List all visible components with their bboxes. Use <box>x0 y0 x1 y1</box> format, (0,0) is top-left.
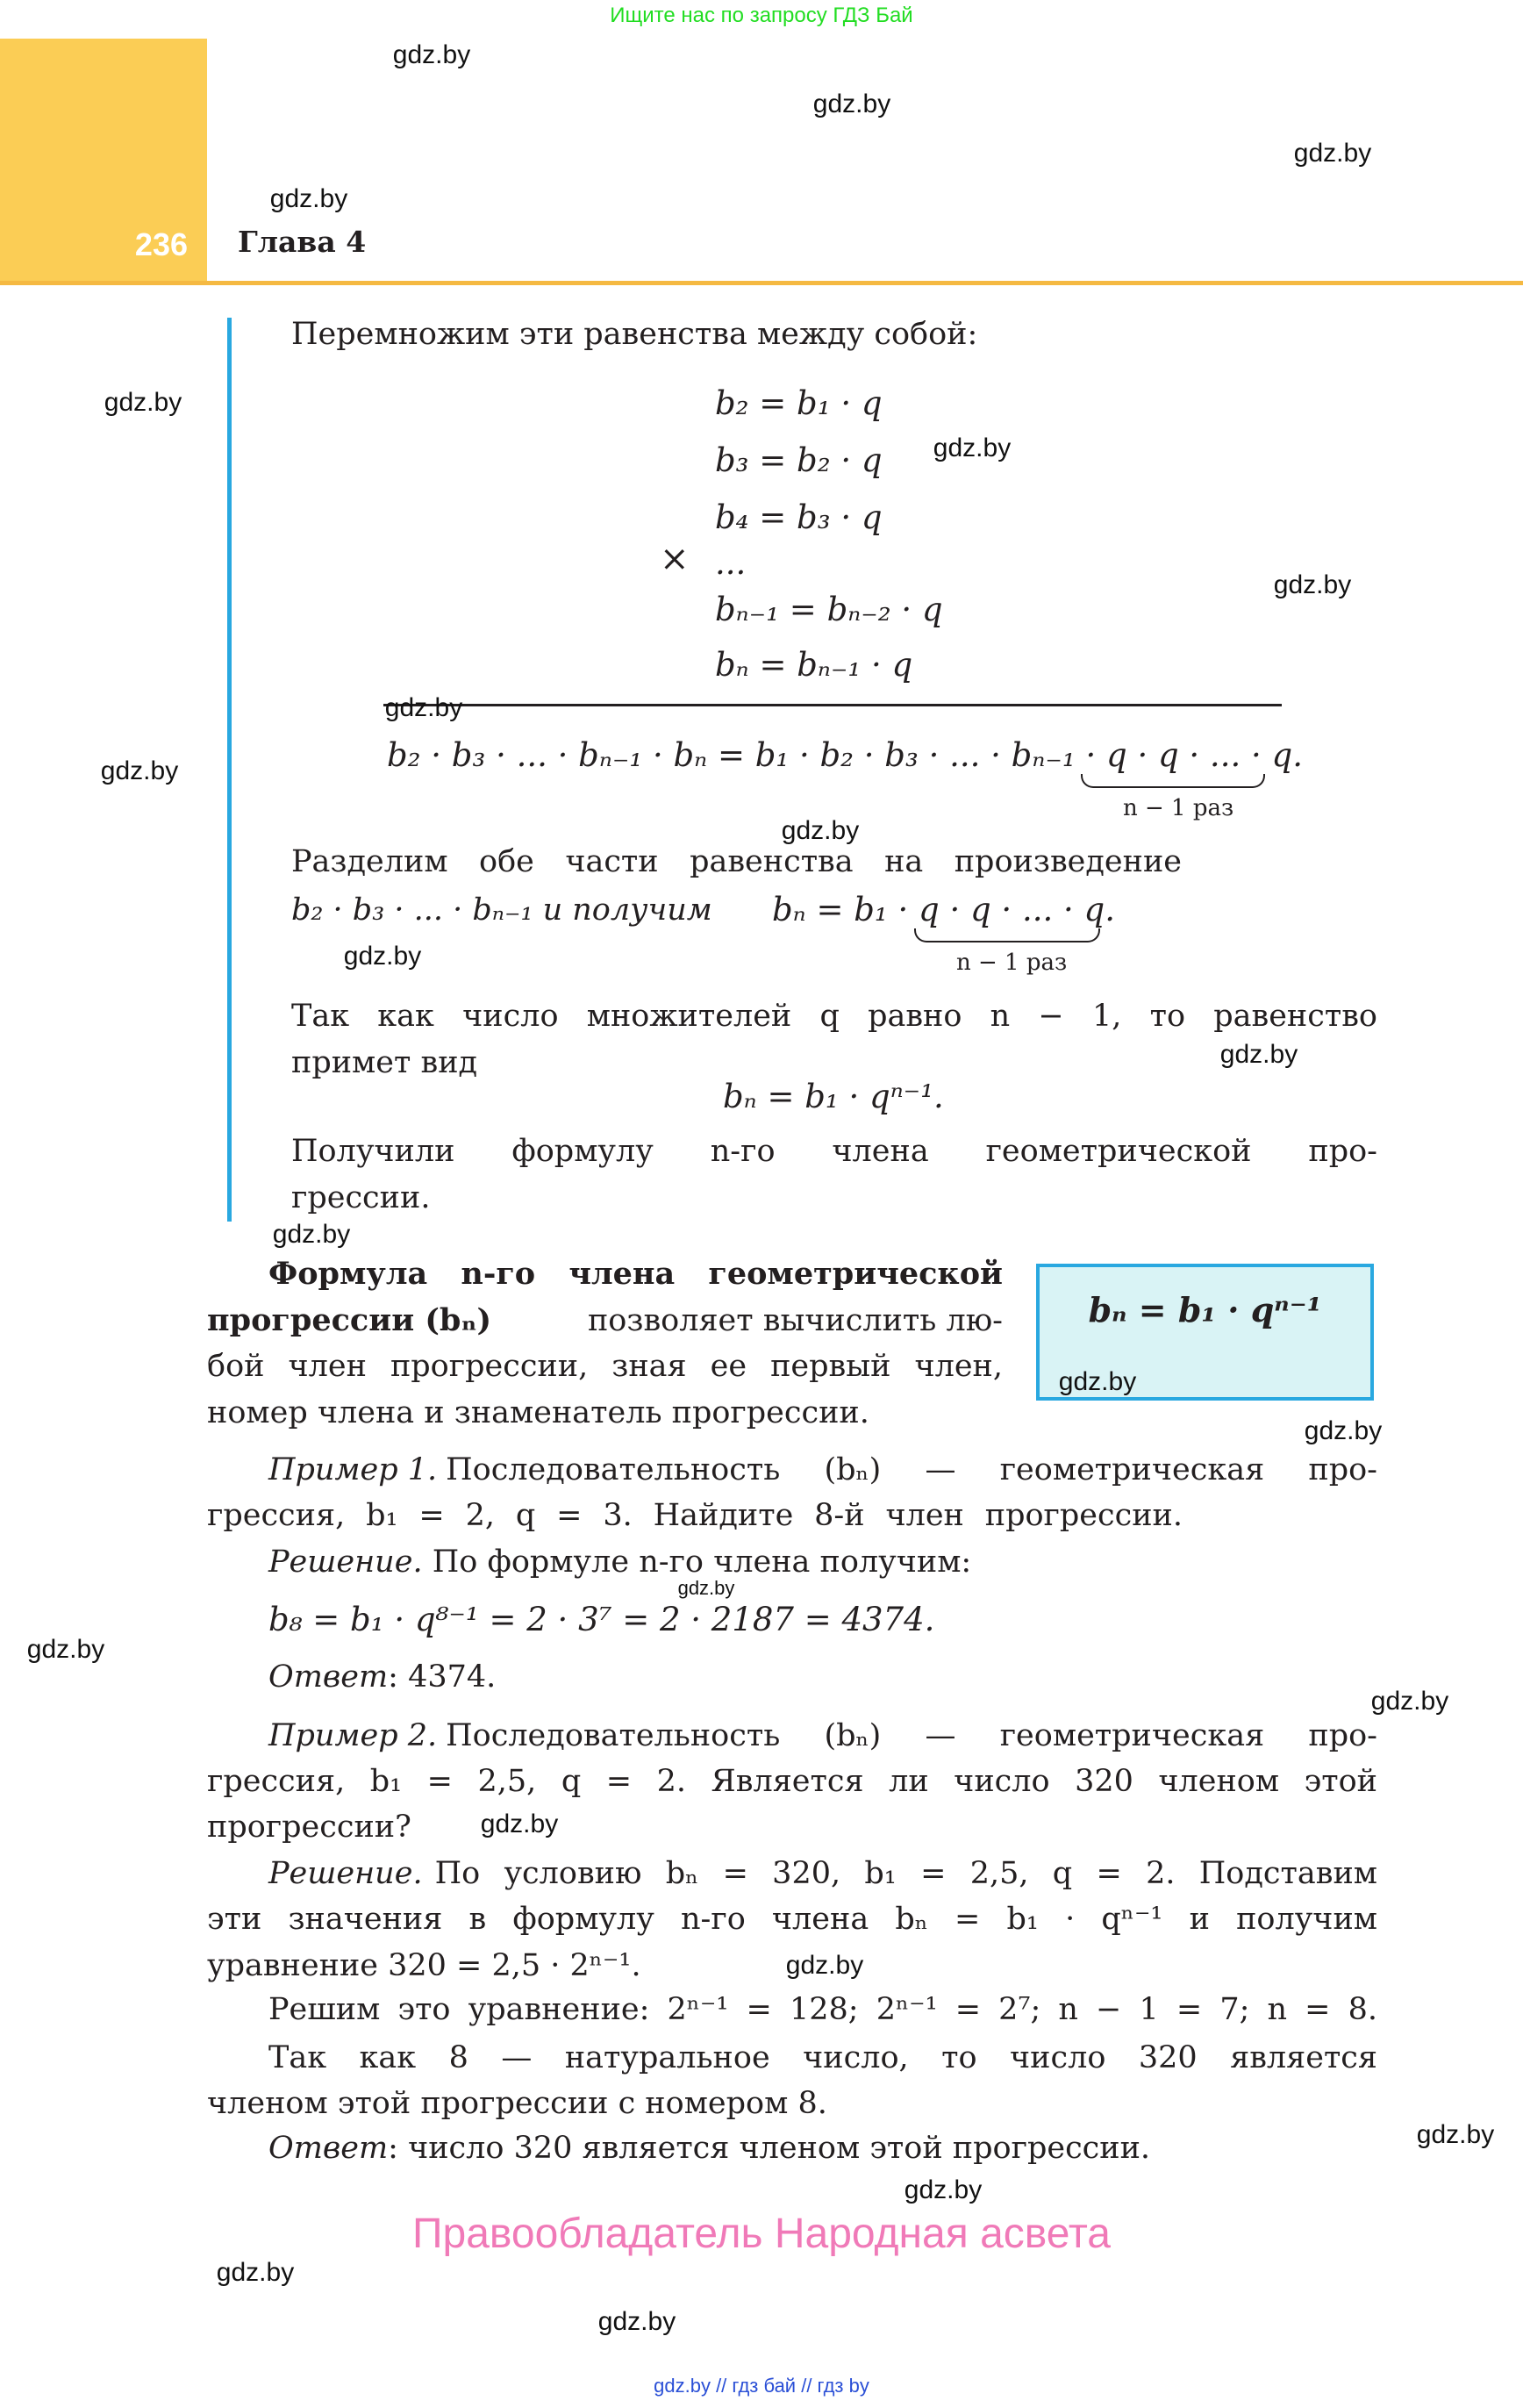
fraction-rule <box>383 704 1282 706</box>
watermark: gdz.by <box>677 1577 735 1599</box>
equation: ... <box>715 544 747 582</box>
header-rule <box>0 281 1523 285</box>
text-line: грессия, b₁ = 2, q = 3. Найдите 8-й член прогрессии. <box>207 1498 1183 1533</box>
answer-label: Ответ <box>268 2131 389 2166</box>
watermark: gdz.by <box>933 434 1012 462</box>
example-text: Последовательность (bₙ) — геометрическая про- <box>446 1718 1377 1753</box>
text-line: Разделим обе части равенства на произведение <box>291 844 1182 879</box>
watermark: gdz.by <box>104 388 182 417</box>
underbrace <box>1081 774 1265 788</box>
watermark: gdz.by <box>781 816 860 845</box>
formula: bₙ = b₁ · q · q · ... · q. <box>772 891 1115 928</box>
watermark: gdz.by <box>1293 139 1372 168</box>
chapter-title: Глава 4 <box>238 225 367 259</box>
text-line: Так как 8 — натуральное число, то число 320 является <box>268 2040 1377 2075</box>
text-line <box>268 1715 1377 1757</box>
watermark: gdz.by <box>1058 1367 1137 1396</box>
text-line: Получили формулу n-го члена геометрической про- <box>291 1134 1377 1169</box>
solution-text: По формуле n-го члена получим: <box>432 1544 972 1580</box>
equation: bₙ₋₁ = bₙ₋₂ · q <box>715 591 943 628</box>
search-hint: Ищите нас по запросу ГДЗ Бай <box>610 4 913 27</box>
watermark: gdz.by <box>100 756 179 785</box>
watermark: gdz.by <box>216 2258 295 2287</box>
solution-text: По условию bₙ = 320, b₁ = 2,5, q = 2. Подставим <box>434 1856 1377 1891</box>
text-line: примет вид <box>291 1045 478 1080</box>
equation: b₃ = b₂ · q <box>715 441 883 479</box>
underbrace <box>914 928 1100 942</box>
watermark: gdz.by <box>1416 2120 1495 2149</box>
text-line: уравнение 320 = 2,5 · 2ⁿ⁻¹. <box>207 1948 641 1983</box>
watermark: gdz.by <box>272 1220 351 1249</box>
brace-label: n − 1 раз <box>956 950 1068 976</box>
proof-intro: Перемножим эти равенства между собой: <box>291 317 978 352</box>
rule-term: прогрессии (bₙ) <box>207 1302 492 1338</box>
watermark: gdz.by <box>384 693 463 722</box>
text-line: номер члена и знаменатель прогрессии. <box>207 1395 869 1430</box>
watermark: gdz.by <box>597 2307 676 2336</box>
example-text: Последовательность (bₙ) — геометрическая про- <box>446 1452 1377 1487</box>
answer-line <box>268 2127 1150 2169</box>
multiply-sign: × <box>660 539 690 579</box>
box-formula: bₙ = b₁ · qⁿ⁻¹ <box>1088 1290 1322 1329</box>
example-label: Пример 1. <box>268 1452 438 1487</box>
equation: bₙ = bₙ₋₁ · q <box>715 646 913 684</box>
watermark: gdz.by <box>1219 1040 1298 1069</box>
brace-label: n − 1 раз <box>1123 795 1234 821</box>
product-equation: b₂ · b₃ · ... · bₙ₋₁ · bₙ = b₁ · b₂ · b₃ · ... · bₙ₋₁ · q · q · ... · q. <box>387 736 1303 774</box>
text-line: эти значения в формулу n-го члена bₙ = b₁ · qⁿ⁻¹ и получим <box>207 1902 1377 1937</box>
answer-value: : 4374. <box>388 1659 497 1695</box>
text-line: прогрессии? <box>207 1810 411 1845</box>
watermark: gdz.by <box>26 1635 105 1664</box>
copyright-notice: Правообладатель Народная асвета <box>412 2211 1111 2257</box>
example-label: Пример 2. <box>268 1718 438 1753</box>
page-number: 236 <box>134 226 188 262</box>
calculation: b₈ = b₁ · q⁸⁻¹ = 2 · 3⁷ = 2 · 2187 = 4374. <box>268 1601 935 1638</box>
solution-label: Решение. <box>268 1856 423 1891</box>
text-line <box>268 1449 1377 1491</box>
watermark: gdz.by <box>392 40 471 69</box>
equation: b₄ = b₃ · q <box>715 498 883 536</box>
watermark: gdz.by <box>904 2175 983 2204</box>
text-line: членом этой прогрессии с номером 8. <box>207 2086 827 2121</box>
watermark: gdz.by <box>480 1810 559 1838</box>
watermark: gdz.by <box>1273 570 1352 599</box>
rule-text: позволяет вычислить лю- <box>587 1303 1003 1338</box>
watermark: gdz.by <box>269 184 348 213</box>
text-line: Решим это уравнение: 2ⁿ⁻¹ = 128; 2ⁿ⁻¹ = 2⁷; n − 1 = 7; n = 8. <box>268 1992 1377 2027</box>
solution-label: Решение. <box>268 1544 423 1580</box>
text-line: Так как число множителей q равно n − 1, то равенство <box>291 999 1377 1034</box>
proof-margin-bar <box>227 318 232 1222</box>
text-line: грессии. <box>291 1180 431 1215</box>
watermark: gdz.by <box>1304 1416 1383 1445</box>
text-line <box>268 1541 971 1583</box>
rule-title: Формула n-го члена геометрической <box>268 1256 1003 1292</box>
watermark: gdz.by <box>785 1951 864 1980</box>
watermark: gdz.by <box>812 90 891 118</box>
text-line <box>207 1300 1003 1342</box>
text-line: грессия, b₁ = 2,5, q = 2. Является ли число 320 членом этой <box>207 1764 1377 1799</box>
answer-value: : число 320 является членом этой прогрессии. <box>388 2131 1151 2166</box>
watermark: gdz.by <box>343 942 422 971</box>
text-line: бой член прогрессии, зная ее первый член, <box>207 1349 1003 1384</box>
text-line <box>268 1853 1377 1895</box>
answer-label: Ответ <box>268 1659 389 1695</box>
equation: b₂ = b₁ · q <box>715 384 883 422</box>
text-line: b₂ · b₃ · ... · bₙ₋₁ и получим <box>291 892 712 928</box>
footer-links[interactable]: gdz.by // гдз бай // гдз by <box>654 2375 869 2397</box>
formula: bₙ = b₁ · qⁿ⁻¹. <box>723 1078 944 1115</box>
answer-line <box>268 1656 496 1698</box>
watermark: gdz.by <box>1370 1687 1449 1716</box>
